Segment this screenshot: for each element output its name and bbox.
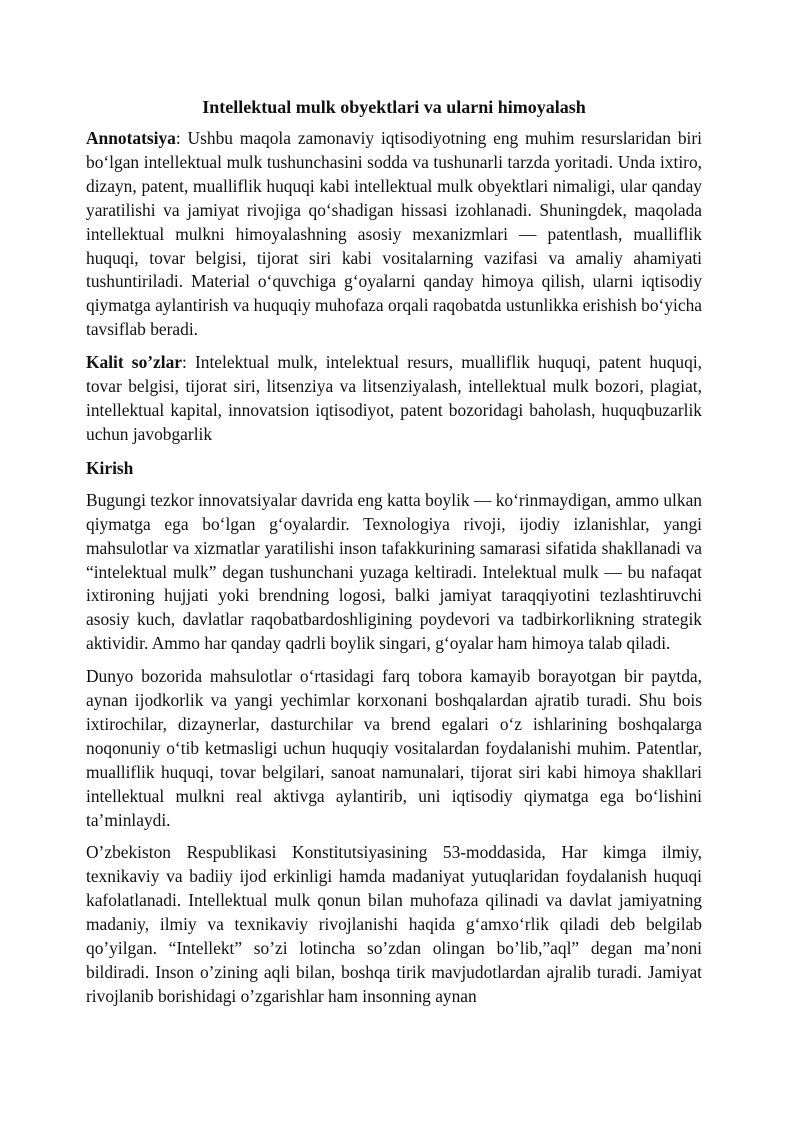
body-paragraph-3: O’zbekiston Respublikasi Konstitutsiyasining 53-moddasida, Har kimga ilmiy, texnikaviy va badiiy ijod erkinligi hamda madaniyat yutuqlaridan foydalanish huquqi kafolatlanadi. Intellektual mulk qonun bilan muhofaza qilinadi va davlat jamiyatning madaniy, ilmiy va texnikaviy rivojlanishi haqida g‘amxo‘rlik qiladi deb belgilab qo’yilgan. “Intellekt” so’zi lotincha so’zdan olingan bo’lib,”aql” degan ma’noni bildiradi. Inson o’zining aqli bilan, boshqa tirik mavjudotlardan ajralib turadi. Jamiyat rivojlanib borishidagi o’zgarishlar ham insonning aynan — [86, 842, 702, 1006]
keywords-label: Kalit so’zlar — [86, 352, 183, 373]
section-heading-kirish: Kirish — [86, 457, 134, 478]
keywords-paragraph — [86, 351, 702, 447]
annotation-paragraph — [86, 127, 702, 342]
body-paragraph-2: Dunyo bozorida mahsulotlar o‘rtasidagi farq tobora kamayib borayotgan bir paytda, aynan ijodkorlik va yangi yechimlar korxonani boshqalardan ajratib turadi. Shu bois ixtirochilar, dizaynerlar, dasturchilar va brend egalari o‘z ishlarining boshqalarga noqonuniy o‘tib ketmasligi uchun huquqiy vositalardan foydalanishi muhim. Patentlar, mualliflik huquqi, tovar belgilari, sanoat namunalari, tijorat siri kabi himoya shakllari intellektual mulkni real aktivga aylantirib, uni iqtisodiy qiymatga ega bo‘lishini ta’minlaydi. — [86, 666, 702, 830]
body-paragraph-1: Bugungi tezkor innovatsiyalar davrida eng katta boylik — ko‘rinmaydigan, ammo ulkan qiymatga ega bo‘lgan g‘oyalardir. Texnologiya rivoji, ijodiy izlanishlar, yangi mahsulotlar va xizmatlar yaratilishi inson tafakkurining samarasi sifatida shakllanadi va “intelektual mulk” degan tushunchani yuzaga keltiradi. Intelektual mulk — bu nafaqat ixtironing hujjati yoki brendning logosi, balki jamiyat taraqqiyotini tezlashtiruvchi asosiy kuch, davlatlar raqobatbardoshligining poydevori va tadbirkorlikning strategik aktividir. Ammo har qanday qadrli boylik singari, g‘oyalar ham himoya talab qiladi. — [86, 489, 702, 654]
article-title: Intellektual mulk obyektlari va ularni himoyalash — [202, 97, 586, 117]
keywords-text: : Intelektual mulk, intelektual resurs, mualliflik huquqi, patent huquqi, tovar belgisi, tijorat siri, litsenziya va litsenziyalash, intellektual mulk bozori, plagiat, intellektual kapital, innovatsion iqtisodiyot, patent bozoridagi baholash, huquqbuzarlik uchun javobgarlik — [86, 352, 702, 444]
annotation-text: : Ushbu maqola zamonaviy iqtisodiyotning eng muhim resurslaridan biri bo‘lgan intellektual mulk tushunchasini sodda va tushunarli tarzda yoritadi. Unda ixtiro, dizayn, patent, mualliflik huquqi kabi intellektual mulk obyektlari nimaligi, ular qanday yaratilishi va jamiyat rivojiga qo‘shadigan hissasi izohlanadi. Shuningdek, maqolada intellektual mulkni himoyalashning asosiy mexanizmlari — patentlash, mualliflik huquqi, tovar belgisi, tijorat siri kabi vositalarning vazifasi va amaliy ahamiyati tushuntiriladi. Material o‘quvchiga g‘oyalarni qanday himoya qilish, ularni iqtisodiy qiymatga aylantirish va huquqiy muhofaza orqali raqobatda ustunlikka erishish bo‘yicha tavsiflab beradi. — [86, 128, 702, 340]
annotation-label: Annotatsiya — [86, 128, 176, 148]
